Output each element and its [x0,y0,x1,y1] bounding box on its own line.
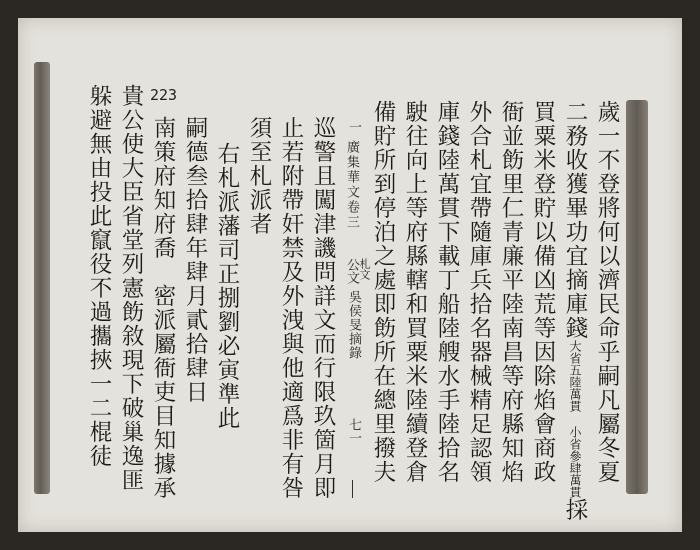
folio-subsection: 札文 [358,258,371,280]
folio-section: 公文 [344,258,359,284]
page-number: 223 [150,86,178,104]
inline-note: 大省五陸萬貫 小省參肆萬貫 [568,340,582,498]
text-column-11: 須至札派者 [246,116,272,236]
text-column-7: 駛往向上等府縣轄和買粟米陸續登倉 [402,100,428,484]
text-column-6: 庫錢陸萬貫下載丁船陸艘水手陸拾名 [434,100,460,484]
text-column-12: 右札派藩司正捌劉必寅準此 [214,142,240,430]
left-border-strip [34,62,50,494]
folio-tick [352,480,353,498]
text-column-1: 歲一不登將何以濟民命乎嗣凡屬冬夏 [594,100,620,484]
folio-title: 廣集華文卷三 [344,140,359,230]
text-column-5: 外合札宜帶隨庫兵拾名器械精足認領 [466,100,492,484]
text-column-4: 衙並飭里仁青廉平陸南昌等府縣知焰 [498,100,524,484]
text-column-14: 南策府知府喬 密派屬衙吏目知據承 [150,116,176,500]
folio-left-mark: 一 [346,120,361,133]
text-column-13: 嗣德叁拾肆年肆月貳拾肆日 [182,116,208,404]
text-column-2: 二務收獲畢功宜摘庫錢大省五陸萬貫 小省參肆萬貫採 [562,100,588,522]
text-column-15: 貴公使大臣省堂列憲飭敘現下破巢逸匪 [118,84,144,492]
text-column-10: 止若附帶奸禁及外洩與他適爲非有咎 [278,116,304,500]
folio-author: 吳侯旻摘錄 [346,290,361,360]
text-column-16: 躲避無由投此竄役不過攜挾一二棍徒 [86,84,112,468]
text-column-8: 備貯所到停泊之處即飭所在總里撥夫 [370,100,396,484]
folio-page: 七一 [346,418,361,444]
text-column-3: 買粟米登貯以備凶荒等因除焰會商政 [530,100,556,484]
text-column-9: 巡警且闖津譏問詳文而行限玖箇月即 [310,116,336,500]
right-border-strip [626,100,648,494]
